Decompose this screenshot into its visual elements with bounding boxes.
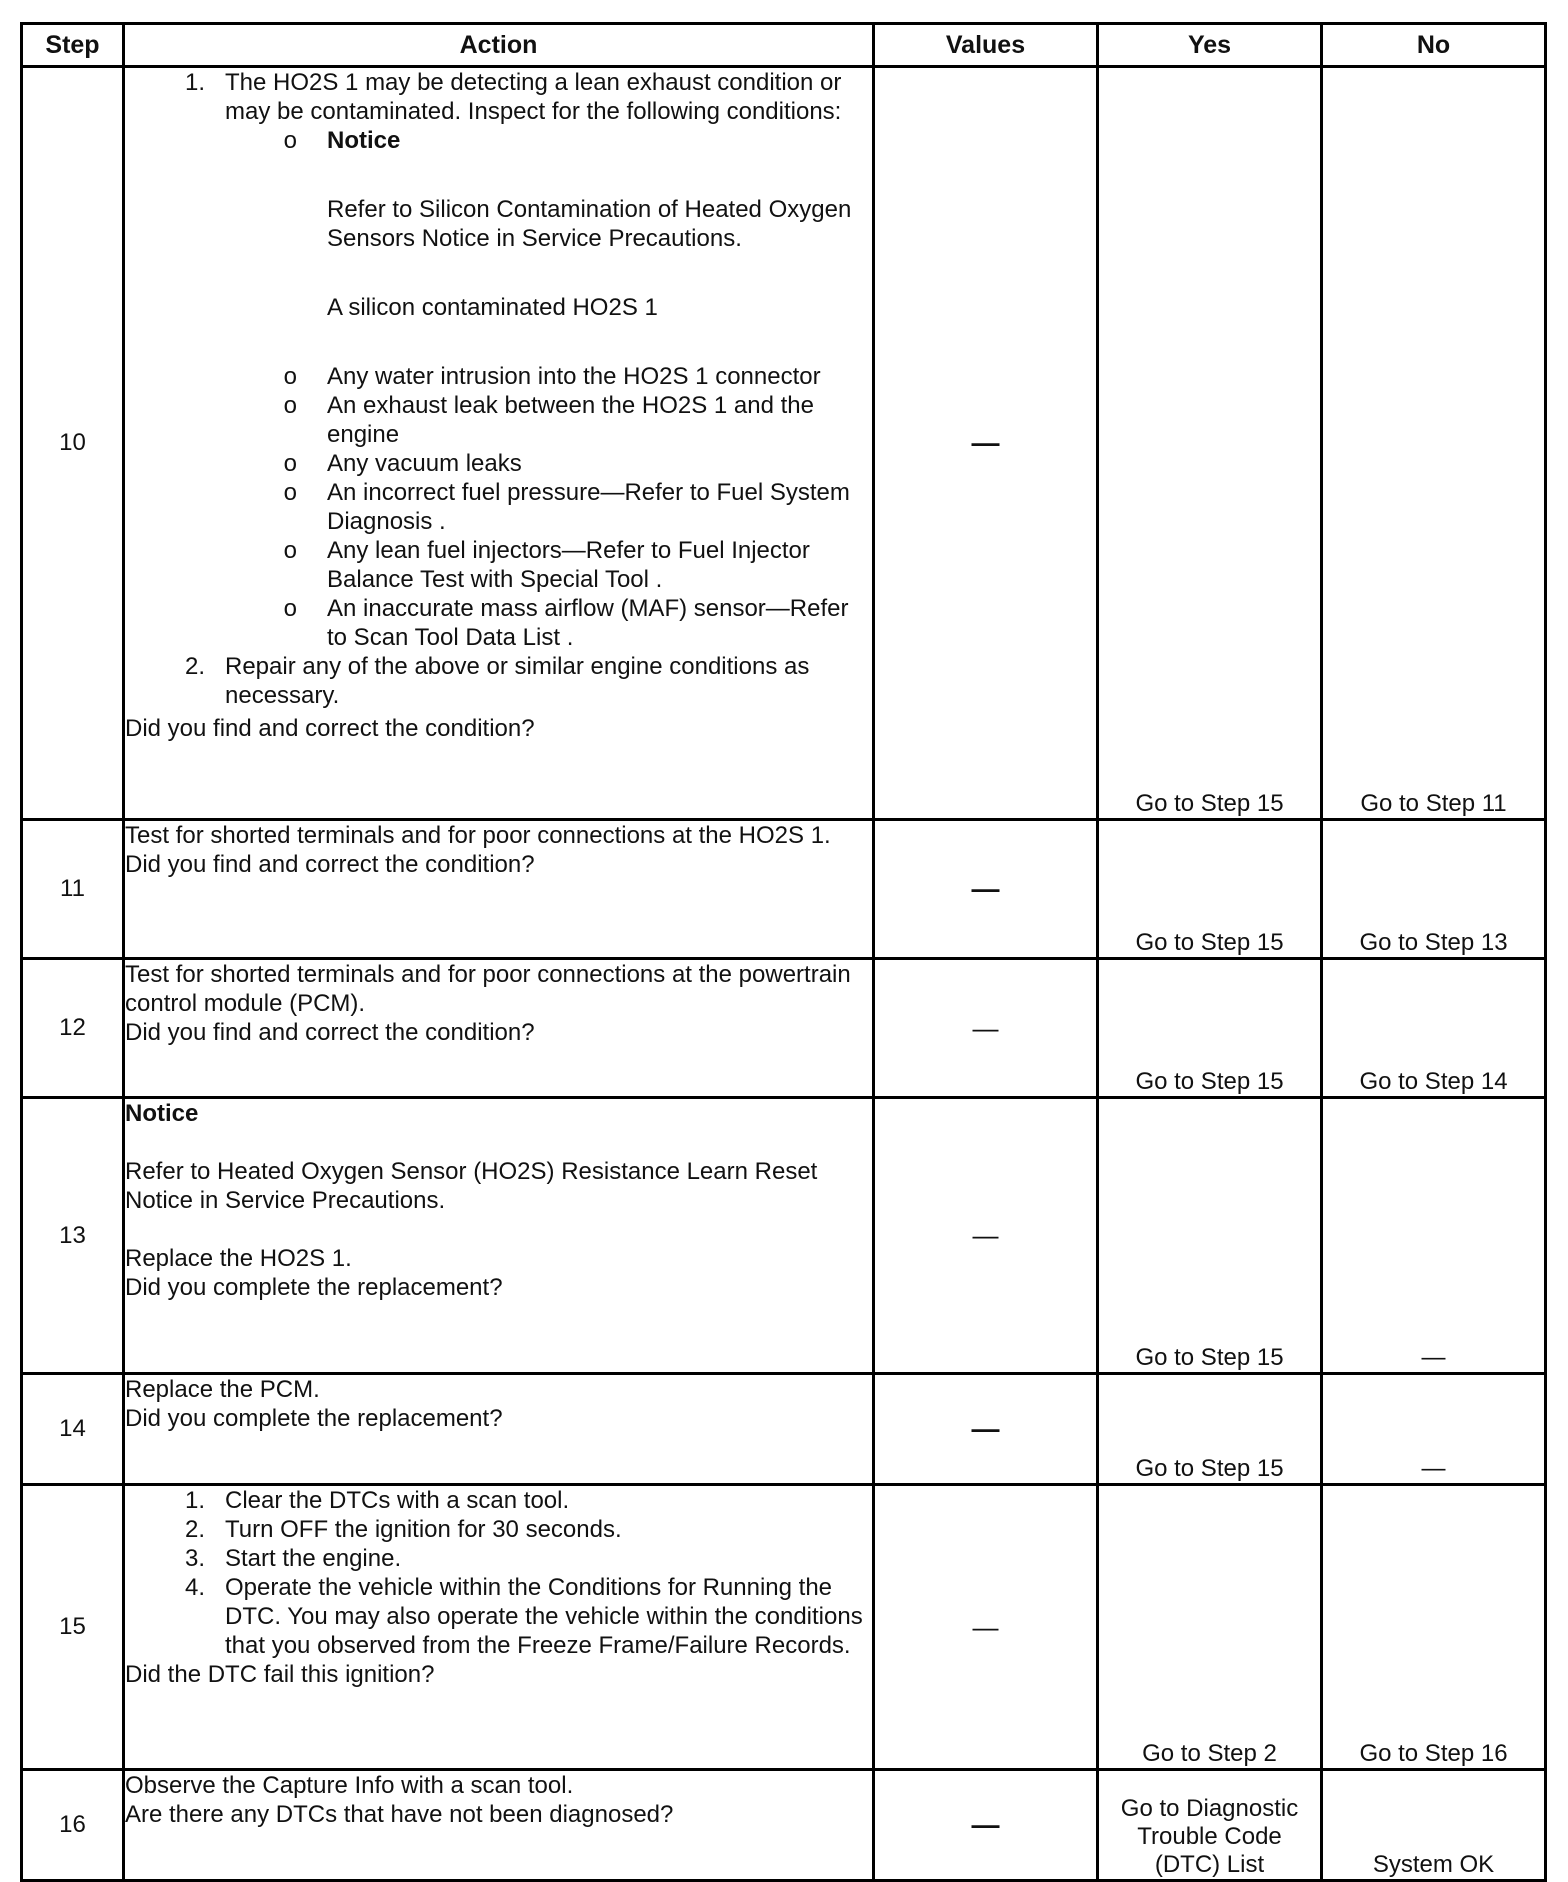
list-item: 4. Operate the vehicle within the Conditions for Running the DTC. You may also operate the vehicle within the conditions that you observed from the Freeze Frame/Failure Records. [184, 1574, 863, 1659]
values-cell: — [874, 959, 1098, 1098]
list-item: o An exhaust leak between the HO2S 1 and the engine [283, 392, 814, 448]
step-number: 14 [22, 1374, 124, 1485]
action-text: Test for shorted terminals and for poor connections at the HO2S 1. [125, 822, 831, 849]
yes-cell: Go to Step 15 [1098, 959, 1322, 1098]
no-cell: System OK [1322, 1770, 1546, 1881]
action-text: Observe the Capture Info with a scan tool. [125, 1772, 574, 1799]
question-text: Are there any DTCs that have not been diagnosed? [125, 1801, 674, 1828]
step-number: 11 [22, 820, 124, 959]
list-item: 3. Start the engine. [184, 1545, 402, 1572]
list-item: o An incorrect fuel pressure—Refer to Fuel System Diagnosis . [283, 479, 850, 535]
header-action: Action [124, 24, 874, 67]
yes-line: Trouble Code [1137, 1823, 1282, 1850]
yes-cell: Go to Step 15 [1098, 1374, 1322, 1485]
action-cell [124, 67, 874, 820]
values-cell: — [874, 1098, 1098, 1374]
list-item: o Any water intrusion into the HO2S 1 connector [283, 363, 821, 390]
list-item: o Any vacuum leaks [283, 450, 522, 477]
values-cell: — [874, 1485, 1098, 1770]
table-row-step-16 [22, 1770, 1546, 1881]
action-cell [124, 1374, 874, 1485]
list-item: o Any lean fuel injectors—Refer to Fuel Injector Balance Test with Special Tool . [283, 537, 810, 593]
list-item: o An inaccurate mass airflow (MAF) sensor—Refer to Scan Tool Data List . [283, 595, 849, 651]
table-row-step-13 [22, 1098, 1546, 1374]
notice-text: Refer to Silicon Contamination of Heated Oxygen Sensors Notice in Service Precautions. [327, 196, 852, 252]
notice-text: Refer to Heated Oxygen Sensor (HO2S) Resistance Learn Reset Notice in Service Precautions. [125, 1158, 818, 1214]
no-cell: Go to Step 13 [1322, 820, 1546, 959]
yes-cell: Go to Step 15 [1098, 820, 1322, 959]
action-cell [124, 1770, 874, 1881]
yes-cell: Go to Step 15 [1098, 67, 1322, 820]
notice-text: A silicon contaminated HO2S 1 [327, 294, 658, 321]
no-cell: — [1322, 1374, 1546, 1485]
step-number: 10 [22, 67, 124, 820]
header-no: No [1322, 24, 1546, 67]
question-text: Did the DTC fail this ignition? [125, 1661, 435, 1688]
header-yes: Yes [1098, 24, 1322, 67]
action-text: Replace the HO2S 1. [125, 1245, 352, 1272]
step-number: 16 [22, 1770, 124, 1881]
action-text: Test for shorted terminals and for poor connections at the powertrain control module (PCM). [125, 961, 851, 1017]
no-cell: Go to Step 11 [1322, 67, 1546, 820]
question-text: Did you find and correct the condition? [125, 1019, 535, 1046]
action-text: Replace the PCM. [125, 1376, 320, 1403]
step-number: 15 [22, 1485, 124, 1770]
question-text: Did you complete the replacement? [125, 1274, 503, 1301]
list-item: 2. Repair any of the above or similar engine conditions as necessary. [184, 653, 810, 709]
header-values: Values [874, 24, 1098, 67]
step-number: 13 [22, 1098, 124, 1374]
list-item: 1. The HO2S 1 may be detecting a lean exhaust condition or may be contaminated. Inspect for the following conditions: [184, 69, 842, 125]
notice-title: Notice [125, 1100, 199, 1127]
header-step: Step [22, 24, 124, 67]
action-cell [124, 1485, 874, 1770]
no-cell: — [1322, 1098, 1546, 1374]
values-cell: — [874, 67, 1098, 820]
yes-cell [1098, 1770, 1322, 1881]
table-row-step-15 [22, 1485, 1546, 1770]
question-text: Did you find and correct the condition? [125, 715, 535, 742]
action-cell [124, 820, 874, 959]
values-cell: — [874, 1770, 1098, 1881]
list-item: 1. Clear the DTCs with a scan tool. [184, 1487, 570, 1514]
yes-line: Go to Diagnostic [1120, 1795, 1299, 1822]
list-item: o Notice [283, 127, 401, 154]
action-cell [124, 1098, 874, 1374]
yes-cell: Go to Step 15 [1098, 1098, 1322, 1374]
table-row-step-11 [22, 820, 1546, 959]
question-text: Did you find and correct the condition? [125, 851, 535, 878]
table-row-step-10 [22, 67, 1546, 820]
table-row-step-12 [22, 959, 1546, 1098]
values-cell: — [874, 1374, 1098, 1485]
yes-cell: Go to Step 2 [1098, 1485, 1322, 1770]
list-item: 2. Turn OFF the ignition for 30 seconds. [184, 1516, 622, 1543]
values-cell: — [874, 820, 1098, 959]
step-number: 12 [22, 959, 124, 1098]
yes-line: (DTC) List [1154, 1851, 1265, 1878]
action-cell [124, 959, 874, 1098]
table-row-step-14 [22, 1374, 1546, 1485]
no-cell: Go to Step 14 [1322, 959, 1546, 1098]
diagnostic-table-sheet [20, 22, 1544, 1878]
question-text: Did you complete the replacement? [125, 1405, 503, 1432]
header-row [22, 24, 1546, 67]
no-cell: Go to Step 16 [1322, 1485, 1546, 1770]
diagnostic-table [20, 22, 1547, 1882]
